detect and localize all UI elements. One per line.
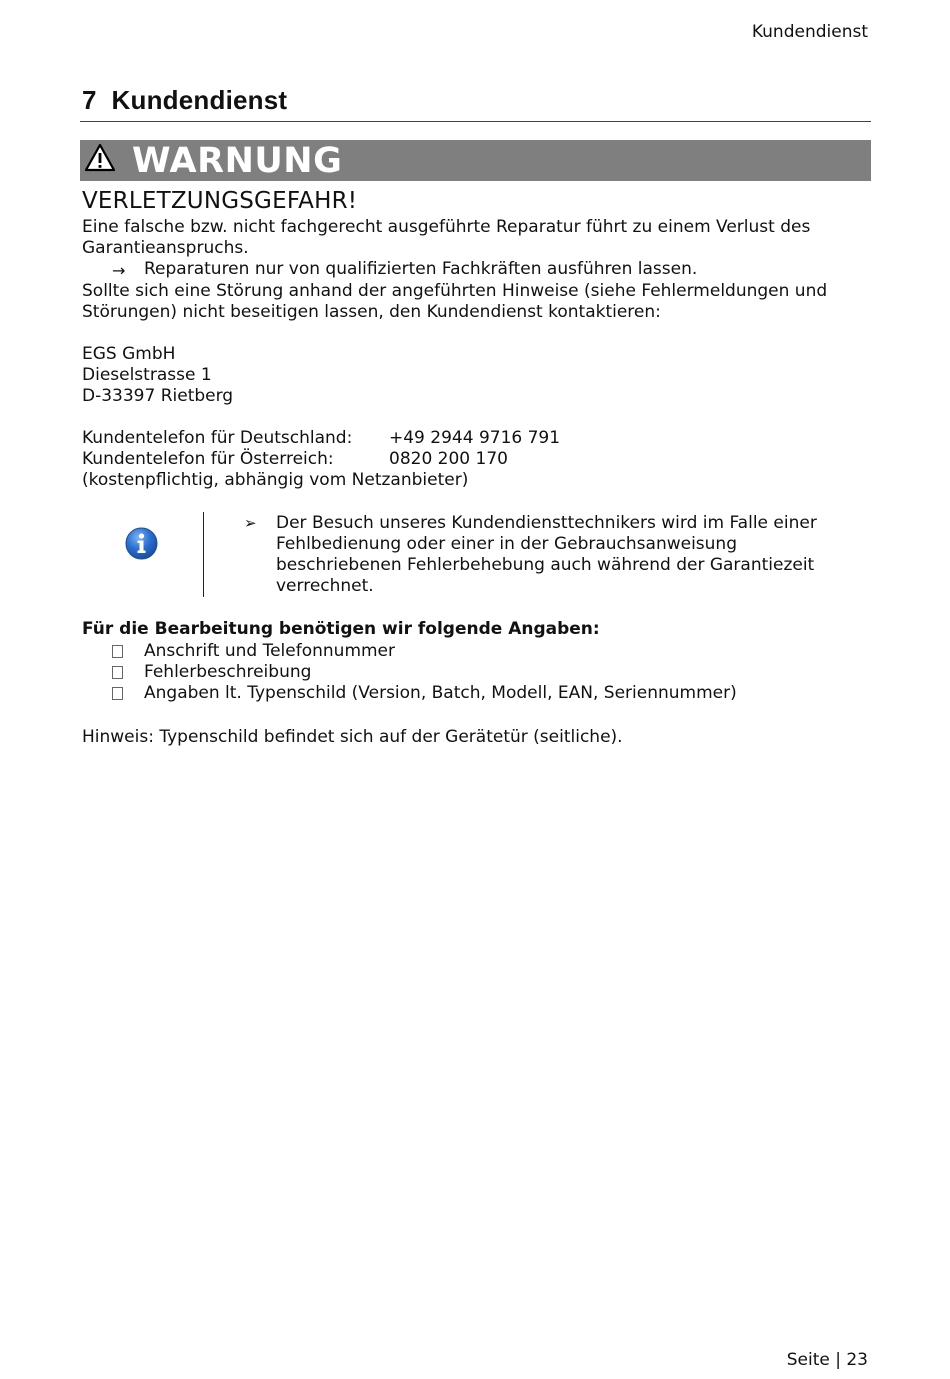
checkbox-bullet-icon: [112, 687, 123, 700]
phone-label-germany: Kundentelefon für Deutschland:: [82, 428, 353, 448]
contact-intro-line: Sollte sich eine Störung anhand der angeführten Hinweise (siehe Fehlermeldungen und: [82, 281, 828, 301]
arrow-bullet: →: [112, 261, 126, 280]
chapter-title-text: Kundendienst: [111, 85, 288, 115]
address-city: D-33397 Rietberg: [82, 386, 234, 406]
warning-triangle-icon: [84, 143, 116, 173]
chapter-title: [82, 85, 287, 116]
checkbox-bullet-icon: [112, 666, 123, 679]
info-divider: [203, 512, 204, 597]
hint-text: Hinweis: Typenschild befindet sich auf der Gerätetür (seitliche).: [82, 727, 623, 747]
info-note-line: Fehlbedienung oder einer in der Gebrauchsanweisung: [276, 534, 738, 554]
requirements-heading: Für die Bearbeitung benötigen wir folgende Angaben:: [82, 619, 600, 639]
checkbox-bullet-icon: [112, 645, 123, 658]
note-bullet: ➢: [244, 514, 257, 532]
address-street: Dieselstrasse 1: [82, 365, 212, 385]
requirement-item: Fehlerbeschreibung: [144, 662, 312, 682]
phone-label-austria: Kundentelefon für Österreich:: [82, 449, 334, 469]
requirement-item: Angaben lt. Typenschild (Version, Batch, Modell, EAN, Seriennummer): [144, 683, 737, 703]
warning-text-line: Eine falsche bzw. nicht fachgerecht ausgeführte Reparatur führt zu einem Verlust des: [82, 217, 811, 237]
page-number: Seite | 23: [786, 1350, 868, 1370]
phone-number-germany: +49 2944 9716 791: [389, 428, 561, 448]
info-note-line: verrechnet.: [276, 576, 374, 596]
warning-label: WARNUNG: [132, 141, 343, 181]
phone-number-austria: 0820 200 170: [389, 449, 508, 469]
address-company: EGS GmbH: [82, 344, 176, 364]
chapter-number: 7: [82, 85, 97, 115]
info-icon: [125, 527, 158, 560]
warning-instruction: Reparaturen nur von qualifizierten Fachkräften ausführen lassen.: [144, 259, 698, 279]
contact-intro-line: Störungen) nicht beseitigen lassen, den Kundendienst kontaktieren:: [82, 302, 661, 322]
warning-text-line: Garantieanspruchs.: [82, 238, 249, 258]
phone-note: (kostenpflichtig, abhängig vom Netzanbieter): [82, 470, 469, 490]
info-note-line: beschriebenen Fehlerbehebung auch während der Garantiezeit: [276, 555, 815, 575]
info-note-line: Der Besuch unseres Kundendiensttechnikers wird im Falle einer: [276, 513, 817, 533]
running-header: Kundendienst: [751, 22, 868, 42]
chapter-divider: [80, 121, 871, 122]
requirement-item: Anschrift und Telefonnummer: [144, 641, 396, 661]
hazard-title: VERLETZUNGSGEFAHR!: [82, 188, 358, 214]
warning-banner: [80, 140, 871, 181]
